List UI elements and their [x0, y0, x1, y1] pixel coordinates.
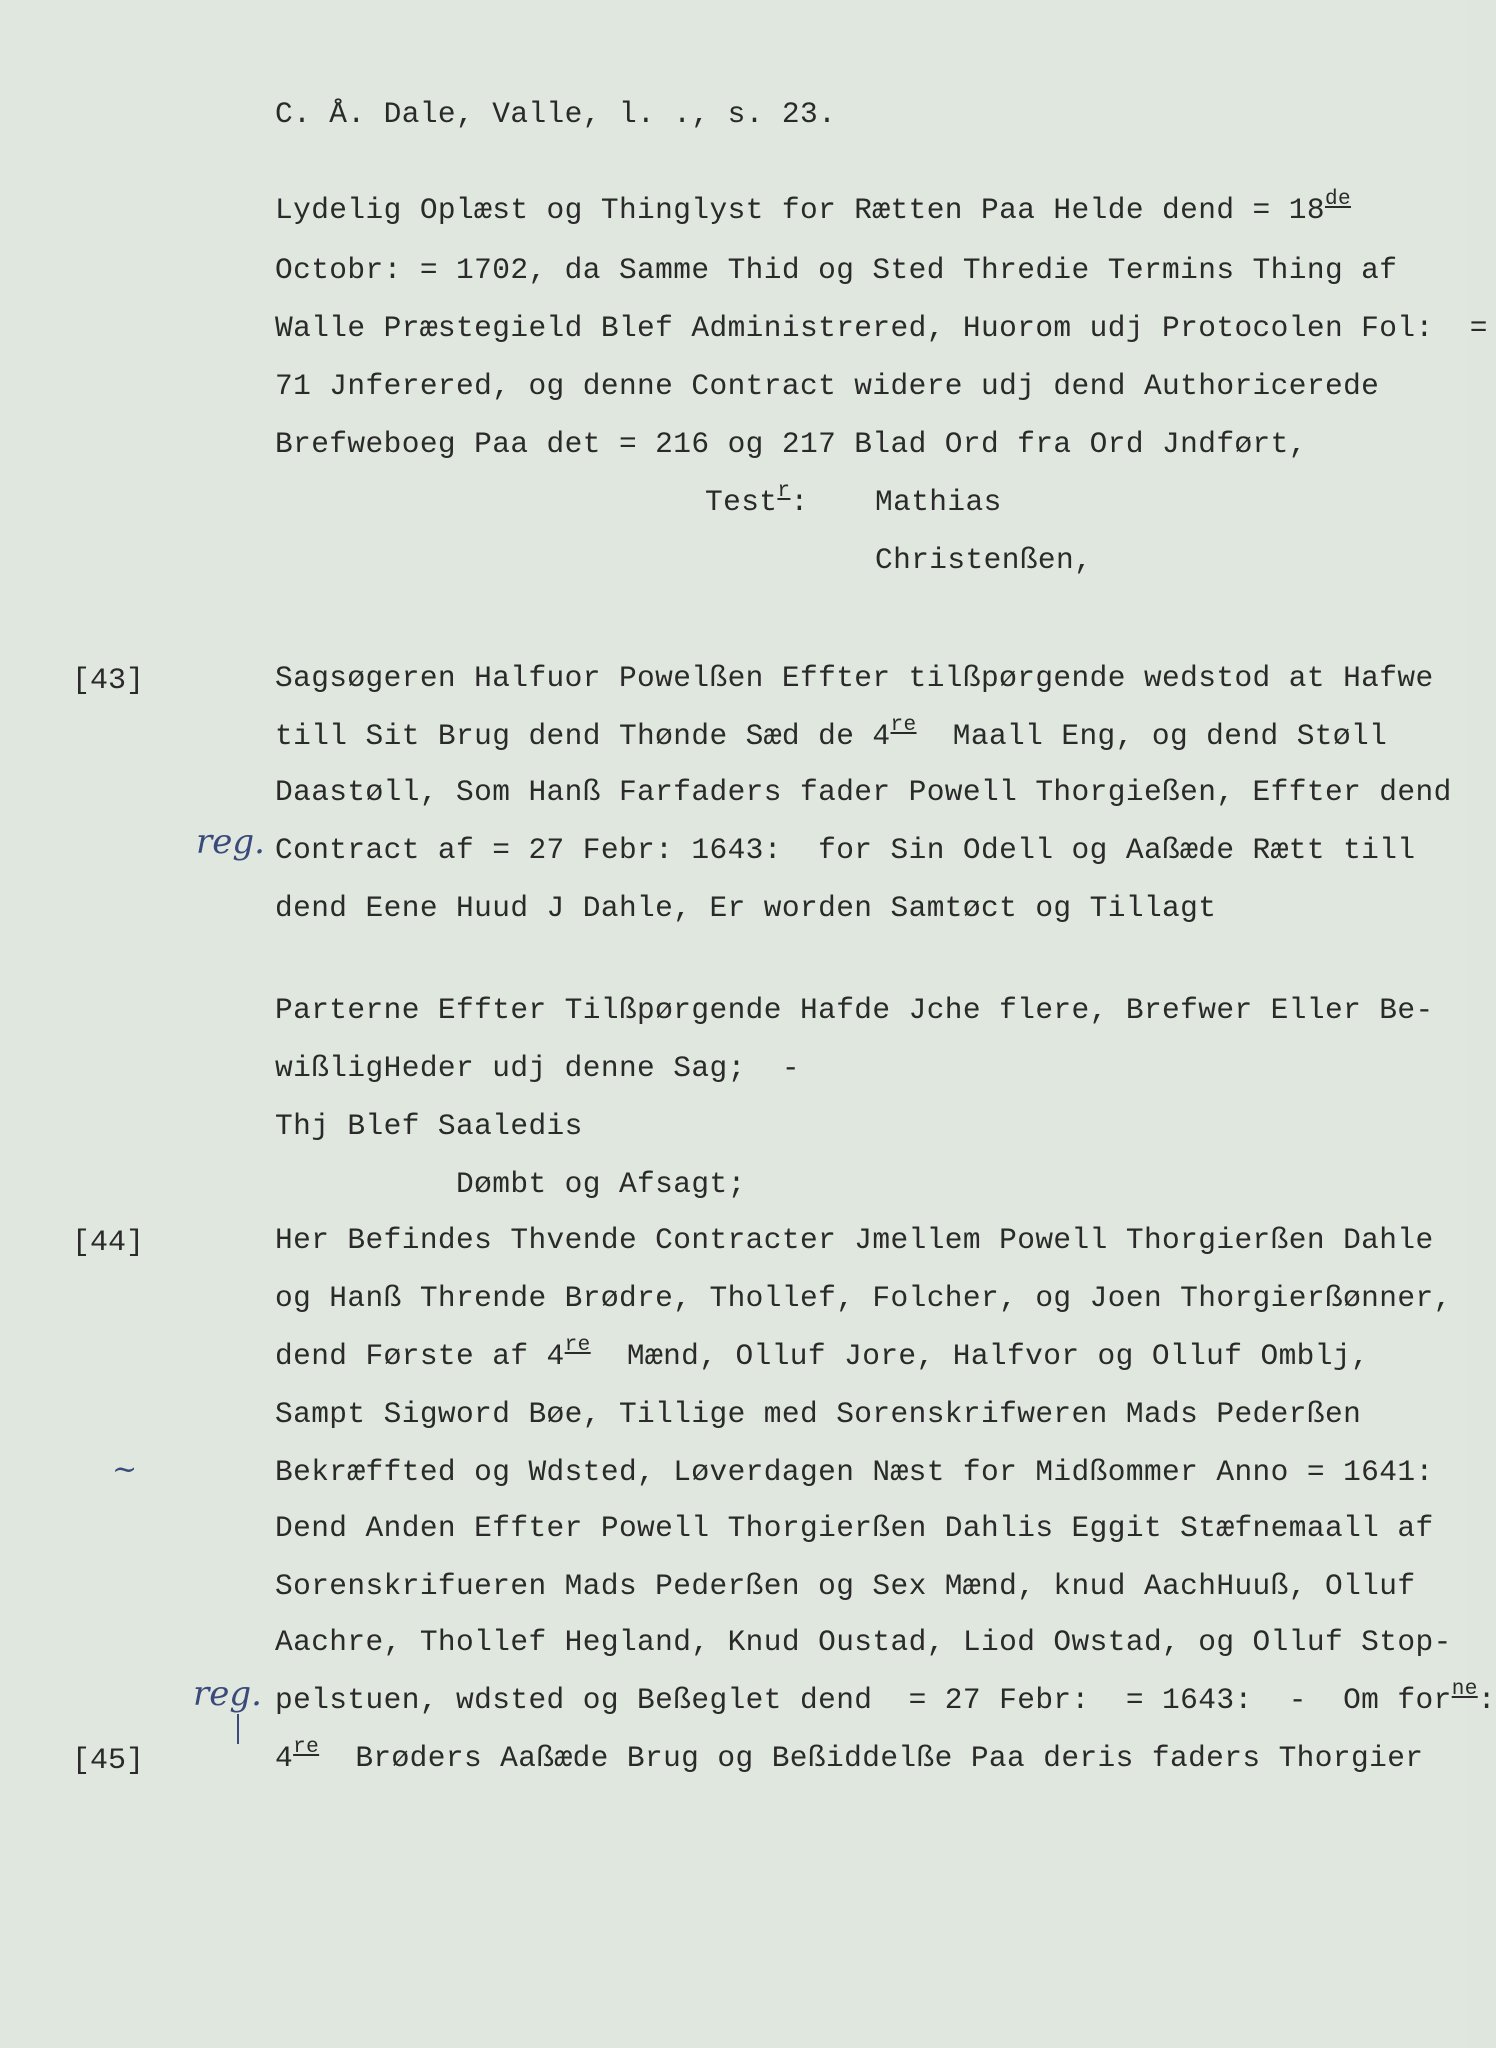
margin-marker-45: [45]	[72, 1744, 145, 1778]
text-line	[275, 188, 1351, 227]
margin-marker-44: [44]	[72, 1226, 145, 1260]
line-text: Brøders Aaßæde Brug og Beßiddelße Paa deris faders Thorgier	[319, 1741, 1424, 1775]
margin-marker-43: [43]	[72, 664, 145, 698]
superscript: ne	[1451, 1678, 1478, 1701]
text-line: Brefweboeg Paa det = 216 og 217 Blad Ord fra Ord Jndført,	[275, 427, 1307, 461]
text-line: Contract af = 27 Febr: 1643: for Sin Odell og Aaßæde Rætt till	[275, 833, 1416, 867]
text-line: Thj Blef Saaledis	[275, 1109, 583, 1143]
text-line: Parterne Effter Tilßpørgende Hafde Jche flere, Brefwer Eller Be-	[275, 993, 1434, 1027]
handwritten-tick-mark: ~	[112, 1452, 138, 1487]
text-line	[275, 714, 1388, 753]
text-line	[275, 1736, 1424, 1775]
testimony-label	[705, 480, 809, 519]
superscript: re	[293, 1736, 320, 1759]
text-line: Sampt Sigword Bøe, Tillige med Sorenskrifweren Mads Pederßen	[275, 1397, 1362, 1431]
text-line: Dend Anden Effter Powell Thorgierßen Dahlis Eggit Stæfnemaall af	[275, 1511, 1434, 1545]
handwritten-reg-annotation: reg.	[196, 822, 265, 862]
document-header: C. Å. Dale, Valle, l. ., s. 23.	[275, 97, 837, 131]
text-line	[275, 1678, 1496, 1717]
line-text: Mænd, Olluf Jore, Halfvor og Olluf Omblj,	[590, 1339, 1370, 1373]
text-line: wißligHeder udj denne Sag; -	[275, 1051, 800, 1085]
text-line: 71 Jnferered, og denne Contract widere udj dend Authoricerede	[275, 369, 1380, 403]
text-line: Sorenskrifueren Mads Pederßen og Sex Mænd, knud AachHuuß, Olluf	[275, 1569, 1416, 1603]
testr-colon: :	[790, 485, 809, 519]
verdict-heading: Dømbt og Afsagt;	[275, 1167, 746, 1201]
ordinal-number: 4	[546, 1339, 565, 1373]
line-text: till Sit Brug dend Thønde Sæd de	[275, 719, 873, 753]
text-line: og Hanß Thrende Brødre, Thollef, Folcher, og Joen Thorgierßønner,	[275, 1281, 1452, 1315]
text-line: Aachre, Thollef Hegland, Knud Oustad, Liod Owstad, og Olluf Stop-	[275, 1625, 1452, 1659]
signer-name: Mathias	[875, 485, 1002, 519]
text-line: Octobr: = 1702, da Samme Thid og Sted Thredie Termins Thing af	[275, 253, 1398, 287]
handwritten-stroke	[237, 1714, 239, 1744]
text-line: Bekræffted og Wdsted, Løverdagen Næst for Midßommer Anno = 1641:	[275, 1455, 1434, 1489]
superscript: re	[564, 1334, 591, 1357]
handwritten-reg-annotation: reg.	[193, 1674, 262, 1714]
signer-surname: Christenßen,	[875, 543, 1093, 577]
superscript: r	[777, 480, 791, 503]
line-text: dend Første af	[275, 1339, 547, 1373]
text-line: Walle Præstegield Blef Administrered, Huorom udj Protocolen Fol: =	[275, 311, 1488, 345]
text-line: Daastøll, Som Hanß Farfaders fader Powell Thorgießen, Effter dend	[275, 775, 1452, 809]
text-line: Sagsøgeren Halfuor Powelßen Effter tilßpørgende wedstod at Hafwe	[275, 661, 1434, 695]
line-text: pelstuen, wdsted og Beßeglet dend = 27 Febr: = 1643: - Om for	[275, 1683, 1452, 1717]
ordinal-number: 4	[872, 719, 891, 753]
line-text: Maall Eng, og dend Støll	[916, 719, 1388, 753]
ordinal-number: 4	[275, 1741, 294, 1775]
line-text: :	[1477, 1683, 1496, 1717]
superscript: de	[1324, 188, 1351, 211]
line-text: Lydelig Oplæst og Thinglyst for Rætten Paa Helde dend = 18	[275, 193, 1325, 227]
text-line: dend Eene Huud J Dahle, Er worden Samtøct og Tillagt	[275, 891, 1217, 925]
text-line	[275, 1334, 1370, 1373]
text-line: Her Befindes Thvende Contracter Jmellem Powell Thorgierßen Dahle	[275, 1223, 1434, 1257]
testr-text: Test	[705, 485, 778, 519]
superscript: re	[890, 714, 917, 737]
